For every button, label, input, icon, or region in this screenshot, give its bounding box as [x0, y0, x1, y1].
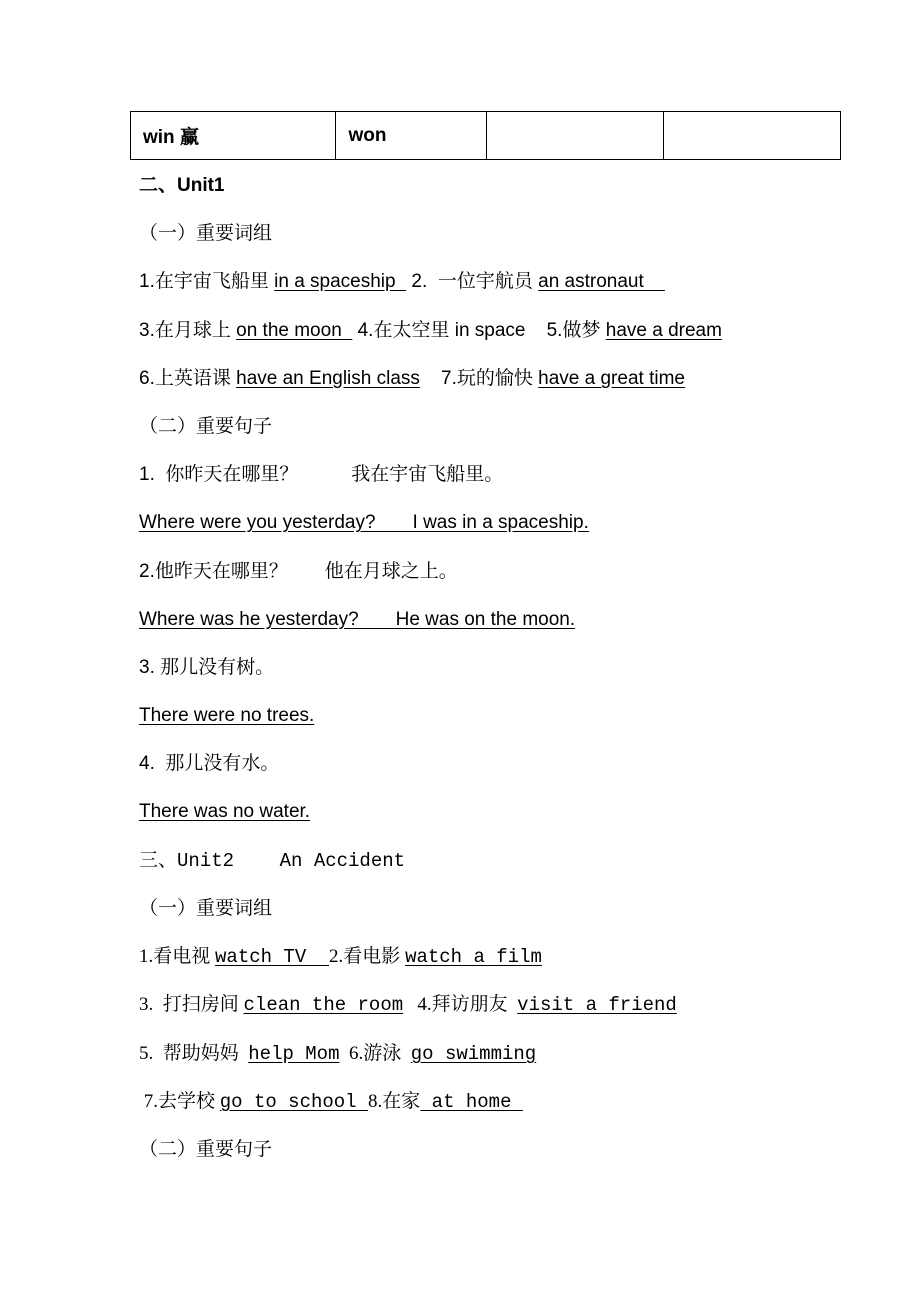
phrase-en: visit a friend	[517, 994, 677, 1016]
phrase-line	[139, 319, 722, 343]
phrase-line	[139, 993, 677, 1017]
subheading: （二）重要句子	[139, 1139, 273, 1160]
sentence-en: Where was he yesterday? He was on the moon.	[139, 609, 576, 630]
table-cell: won	[336, 112, 487, 160]
phrase-en: go to school	[219, 1091, 368, 1113]
phrase-cn: 4.拜访朋友	[403, 994, 518, 1015]
table-cell	[487, 112, 663, 160]
phrase-en: an astronaut	[538, 271, 665, 292]
phrase-en: on the moon	[236, 320, 353, 341]
phrase-en: have an English class	[236, 368, 420, 389]
phrase-cn: 1.在宇宙飞船里	[139, 271, 275, 292]
phrase-cn: 8.在家	[368, 1091, 421, 1112]
subheading: （一）重要词组	[139, 223, 273, 244]
phrase-cn: 6.上英语课	[139, 368, 237, 389]
phrase-en: in a spaceship	[274, 271, 407, 292]
sentence-cn: 2.他昨天在哪里？ 他在月球之上。	[139, 561, 458, 582]
section-title: 三、Unit2 An Accident	[139, 850, 406, 872]
subheading: （一）重要词组	[139, 898, 273, 919]
subheading: （二）重要句子	[139, 416, 273, 437]
phrase-cn: 3.在月球上	[139, 320, 237, 341]
section-title: 二、Unit1	[139, 175, 225, 196]
phrase-cn: 2.看电影	[329, 946, 406, 967]
table-cell	[663, 112, 840, 160]
phrase-cn: 2. 一位宇航员	[406, 271, 539, 292]
phrase-line	[139, 367, 685, 391]
sentence-en: There was no water.	[139, 801, 311, 822]
phrase-cn: 4.在太空里 in space 5.做梦	[352, 320, 606, 341]
phrase-en: have a great time	[538, 368, 685, 389]
phrase-en: watch TV	[215, 946, 330, 968]
phrase-cn: 3. 打扫房间	[139, 994, 244, 1015]
phrase-en: have a dream	[605, 320, 722, 341]
verb-table	[130, 111, 841, 160]
phrase-cn: 1.看电视	[139, 946, 216, 967]
phrase-en: clean the room	[243, 994, 404, 1016]
phrase-en: at home	[420, 1091, 523, 1113]
phrase-line	[139, 945, 542, 969]
table-cell: win 赢	[131, 112, 336, 160]
sentence-en: There were no trees.	[139, 705, 315, 726]
phrase-cn: 5. 帮助妈妈	[139, 1043, 249, 1064]
phrase-line	[139, 1090, 523, 1114]
phrase-cn: 7.玩的愉快	[419, 368, 539, 389]
sentence-en: Where were you yesterday? I was in a spaceship.	[139, 512, 589, 533]
phrase-line	[139, 270, 665, 294]
sentence-cn: 4. 那儿没有水。	[139, 753, 280, 774]
phrase-en: help Mom	[248, 1043, 340, 1065]
sentence-cn: 1. 你昨天在哪里？ 我在宇宙飞船里。	[139, 464, 504, 485]
phrase-line	[139, 1042, 536, 1066]
phrase-en: watch a film	[405, 946, 542, 968]
phrase-en: go swimming	[410, 1043, 537, 1065]
phrase-cn: 6.游泳	[339, 1043, 411, 1064]
phrase-cn: 7.去学校	[139, 1091, 220, 1112]
table-row	[131, 112, 841, 160]
sentence-cn: 3. 那儿没有树。	[139, 657, 275, 678]
